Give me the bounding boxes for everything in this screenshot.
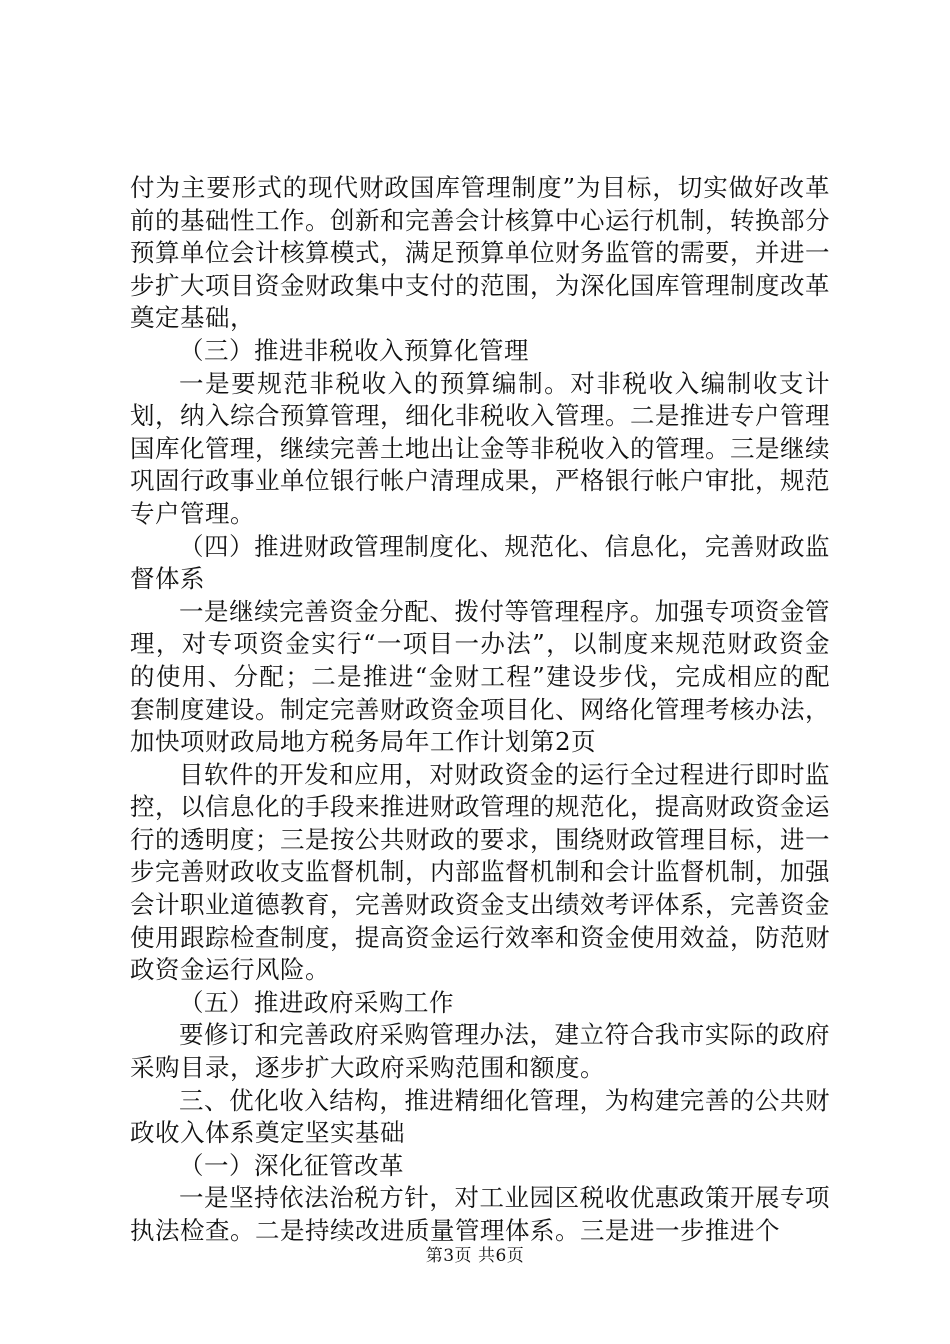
chapter-heading-3: 三、优化收入结构，推进精细化管理，为构建完善的公共财政收入体系奠定坚实基础 bbox=[130, 1085, 830, 1148]
section-heading-3: （三）推进非税收入预算化管理 bbox=[179, 335, 529, 365]
section-heading-5: （五）推进政府采购工作 bbox=[179, 987, 454, 1017]
section-heading-1: （一）深化征管改革 bbox=[179, 1150, 404, 1180]
paragraph-4: 目软件的开发和应用，对财政资金的运行全过程进行即时监控，以信息化的手段来推进财政管理的规范化，提高财政资金运行的透明度；三是按公共财政的要求，围绕财政管理目标，进一步完善财政收支监督机制，内部监督机制和会计监督机制，加强会计职业道德教育，完善财政资金支出绩效考评体系，完善资金使用跟踪检查制度，提高资金运行效率和资金使用效益，防范财政资金运行风险。 bbox=[130, 759, 830, 985]
paragraph-1: 付为主要形式的现代财政国库管理制度”为目标，切实做好改革前的基础性工作。创新和完善会计核算中心运行机制，转换部分预算单位会计核算模式，满足预算单位财务监管的需要，并进一步扩大项目资金财政集中支付的范围，为深化国库管理制度改革奠定基础， bbox=[130, 173, 830, 333]
document-body bbox=[130, 172, 830, 1248]
paragraph-2: 一是要规范非税收入的预算编制。对非税收入编制收支计划，纳入综合预算管理，细化非税收入管理。二是推进专户管理国库化管理，继续完善土地出让金等非税收入的管理。三是继续巩固行政事业单位银行帐户清理成果，严格银行帐户审批，规范专户管理。 bbox=[130, 368, 830, 528]
paragraph-6: 一是坚持依法治税方针，对工业园区税收优惠政策开展专项执法检查。二是持续改进质量管理体系。三是进一步推进个 bbox=[130, 1183, 830, 1245]
page-number-label: 第3页 共6页 bbox=[425, 1246, 525, 1266]
page-footer bbox=[0, 1241, 950, 1266]
section-heading-4: （四）推进财政管理制度化、规范化、信息化，完善财政监督体系 bbox=[130, 531, 830, 594]
paragraph-5: 要修订和完善政府采购管理办法，建立符合我市实际的政府采购目录，逐步扩大政府采购范围和额度。 bbox=[130, 1020, 830, 1083]
paragraph-3: 一是继续完善资金分配、拨付等管理程序。加强专项资金管理，对专项资金实行“一项目一办法”，以制度来规范财政资金的使用、分配；二是推进“金财工程”建设步伐，完成相应的配套制度建设。制定完善财政资金项目化、网络化管理考核办法，加快项财政局地方税务局年工作计划第2页 bbox=[130, 596, 830, 757]
